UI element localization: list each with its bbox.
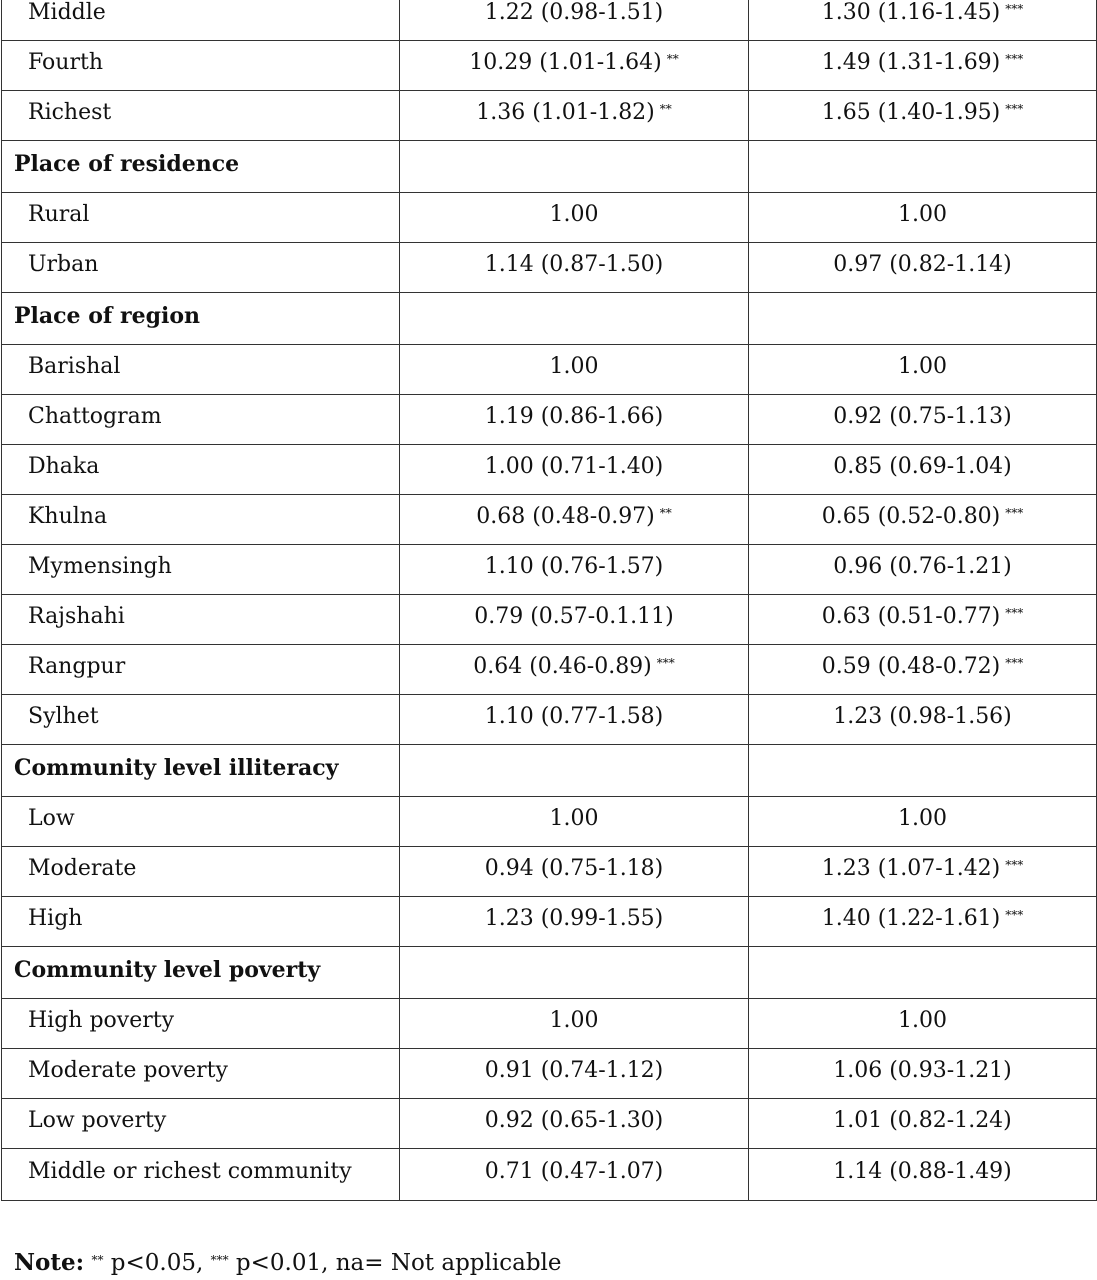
section-row: [2, 745, 1097, 797]
significance-marker: ***: [1005, 857, 1024, 872]
row-label: Fourth: [2, 41, 400, 91]
note-text-b: p<0.01, na= Not applicable: [228, 1250, 562, 1276]
value-cell-1: [400, 345, 749, 395]
row-label: Middle: [2, 0, 400, 41]
table-row: [2, 345, 1097, 395]
value-cell-1: [400, 545, 749, 595]
odds-ratio-value: 1.00 (0.71-1.40): [484, 453, 664, 479]
value-cell-2: [749, 645, 1097, 695]
odds-ratio-value: 0.96 (0.76-1.21): [833, 553, 1012, 579]
section-heading: Place of region: [2, 293, 400, 345]
value-cell-1: [400, 243, 749, 293]
table-row: [2, 395, 1097, 445]
table-row: [2, 91, 1097, 141]
odds-ratio-value: 0.59 (0.48-0.72): [821, 653, 1001, 679]
significance-marker: **: [659, 101, 672, 116]
results-table: [1, 0, 1097, 1201]
row-label: Urban: [2, 243, 400, 293]
value-cell-2: [749, 797, 1097, 847]
table-row: [2, 999, 1097, 1049]
significance-marker: ***: [1005, 505, 1024, 520]
note-label: Note:: [14, 1249, 85, 1276]
value-cell-1: [400, 847, 749, 897]
row-label: Richest: [2, 91, 400, 141]
odds-ratio-value: 1.10 (0.77-1.58): [484, 703, 664, 729]
section-row: [2, 141, 1097, 193]
row-label: Rajshahi: [2, 595, 400, 645]
row-label: Chattogram: [2, 395, 400, 445]
value-cell-1: [400, 293, 749, 345]
value-cell-2: [749, 495, 1097, 545]
value-cell-2: [749, 1049, 1097, 1099]
table-row: [2, 193, 1097, 243]
odds-ratio-value: 1.00: [898, 353, 947, 379]
row-label: High poverty: [2, 999, 400, 1049]
odds-ratio-value: 10.29 (1.01-1.64): [469, 49, 662, 75]
table-row: [2, 897, 1097, 947]
odds-ratio-value: 1.00: [898, 805, 947, 831]
odds-ratio-value: 1.40 (1.22-1.61): [821, 905, 1001, 931]
section-heading: Community level poverty: [2, 947, 400, 999]
table-row: [2, 595, 1097, 645]
value-cell-2: [749, 847, 1097, 897]
table-row: [2, 1149, 1097, 1201]
row-label: Moderate: [2, 847, 400, 897]
value-cell-2: [749, 695, 1097, 745]
results-table-body: [2, 0, 1097, 1201]
value-cell-1: [400, 395, 749, 445]
value-cell-1: [400, 745, 749, 797]
value-cell-1: [400, 1149, 749, 1201]
value-cell-2: [749, 141, 1097, 193]
value-cell-1: [400, 645, 749, 695]
value-cell-1: [400, 947, 749, 999]
odds-ratio-value: 1.00: [549, 1007, 599, 1033]
value-cell-1: [400, 91, 749, 141]
row-label: Middle or richest community: [2, 1149, 400, 1201]
value-cell-2: [749, 345, 1097, 395]
row-label: Moderate poverty: [2, 1049, 400, 1099]
odds-ratio-value: 1.22 (0.98-1.51): [484, 0, 664, 25]
odds-ratio-value: 1.14 (0.87-1.50): [484, 251, 664, 277]
odds-ratio-value: 1.14 (0.88-1.49): [833, 1158, 1012, 1184]
value-cell-1: [400, 445, 749, 495]
value-cell-2: [749, 999, 1097, 1049]
section-row: [2, 947, 1097, 999]
note-significance-a: **: [91, 1253, 104, 1267]
odds-ratio-value: 0.94 (0.75-1.18): [484, 855, 664, 881]
table-note: [14, 1249, 562, 1277]
odds-ratio-value: 0.85 (0.69-1.04): [833, 453, 1012, 479]
value-cell-1: [400, 141, 749, 193]
table-row: [2, 495, 1097, 545]
odds-ratio-value: 1.30 (1.16-1.45): [821, 0, 1001, 25]
value-cell-1: [400, 897, 749, 947]
table-row: [2, 797, 1097, 847]
section-heading: Community level illiteracy: [2, 745, 400, 797]
row-label: Rural: [2, 193, 400, 243]
odds-ratio-value: 1.00: [549, 805, 599, 831]
row-label: Low poverty: [2, 1099, 400, 1149]
significance-marker: **: [666, 51, 679, 66]
value-cell-2: [749, 595, 1097, 645]
value-cell-2: [749, 1149, 1097, 1201]
odds-ratio-value: 0.65 (0.52-0.80): [821, 503, 1001, 529]
value-cell-2: [749, 745, 1097, 797]
odds-ratio-value: 0.71 (0.47-1.07): [484, 1158, 664, 1184]
odds-ratio-value: 0.79 (0.57-0.1.11): [474, 603, 674, 629]
table-row: [2, 243, 1097, 293]
value-cell-2: [749, 897, 1097, 947]
significance-marker: ***: [1005, 1, 1024, 16]
odds-ratio-value: 1.36 (1.01-1.82): [476, 99, 655, 125]
odds-ratio-value: 0.91 (0.74-1.12): [484, 1057, 664, 1083]
note-significance-b: ***: [210, 1253, 229, 1267]
value-cell-1: [400, 1099, 749, 1149]
value-cell-1: [400, 193, 749, 243]
value-cell-1: [400, 595, 749, 645]
table-row: [2, 445, 1097, 495]
row-label: Dhaka: [2, 445, 400, 495]
row-label: Mymensingh: [2, 545, 400, 595]
significance-marker: ***: [1005, 605, 1024, 620]
significance-marker: ***: [1005, 655, 1024, 670]
table-row: [2, 695, 1097, 745]
value-cell-1: [400, 695, 749, 745]
value-cell-2: [749, 243, 1097, 293]
value-cell-2: [749, 1099, 1097, 1149]
table-row: [2, 1099, 1097, 1149]
table-row: [2, 1049, 1097, 1099]
odds-ratio-value: 1.00: [549, 201, 599, 227]
value-cell-2: [749, 947, 1097, 999]
value-cell-1: [400, 41, 749, 91]
odds-ratio-value: 1.00: [898, 201, 947, 227]
odds-ratio-value: 1.00: [549, 353, 599, 379]
value-cell-1: [400, 0, 749, 41]
row-label: Khulna: [2, 495, 400, 545]
table-row: [2, 645, 1097, 695]
section-heading: Place of residence: [2, 141, 400, 193]
value-cell-2: [749, 0, 1097, 41]
odds-ratio-value: 1.10 (0.76-1.57): [484, 553, 664, 579]
significance-marker: ***: [656, 655, 675, 670]
odds-ratio-value: 0.68 (0.48-0.97): [476, 503, 655, 529]
value-cell-2: [749, 395, 1097, 445]
significance-marker: **: [659, 505, 672, 520]
odds-ratio-value: 1.23 (0.99-1.55): [484, 905, 664, 931]
value-cell-2: [749, 193, 1097, 243]
odds-ratio-value: 0.97 (0.82-1.14): [833, 251, 1012, 277]
odds-ratio-value: 1.06 (0.93-1.21): [833, 1057, 1012, 1083]
value-cell-2: [749, 293, 1097, 345]
odds-ratio-value: 1.23 (1.07-1.42): [821, 855, 1001, 881]
table-row: [2, 41, 1097, 91]
value-cell-1: [400, 999, 749, 1049]
value-cell-1: [400, 797, 749, 847]
note-text-a: p<0.05,: [103, 1250, 211, 1276]
odds-ratio-value: 1.01 (0.82-1.24): [833, 1107, 1012, 1133]
significance-marker: ***: [1005, 907, 1024, 922]
odds-ratio-value: 0.64 (0.46-0.89): [473, 653, 652, 679]
table-row: [2, 0, 1097, 41]
odds-ratio-value: 1.23 (0.98-1.56): [833, 703, 1012, 729]
row-label: Rangpur: [2, 645, 400, 695]
table-row: [2, 847, 1097, 897]
value-cell-1: [400, 495, 749, 545]
section-row: [2, 293, 1097, 345]
significance-marker: ***: [1005, 51, 1024, 66]
row-label: Low: [2, 797, 400, 847]
odds-ratio-value: 0.92 (0.75-1.13): [833, 403, 1012, 429]
row-label: Sylhet: [2, 695, 400, 745]
odds-ratio-value: 0.92 (0.65-1.30): [484, 1107, 664, 1133]
row-label: High: [2, 897, 400, 947]
value-cell-1: [400, 1049, 749, 1099]
odds-ratio-value: 1.19 (0.86-1.66): [484, 403, 664, 429]
value-cell-2: [749, 41, 1097, 91]
odds-ratio-value: 0.63 (0.51-0.77): [821, 603, 1001, 629]
value-cell-2: [749, 445, 1097, 495]
value-cell-2: [749, 91, 1097, 141]
significance-marker: ***: [1005, 101, 1024, 116]
value-cell-2: [749, 545, 1097, 595]
row-label: Barishal: [2, 345, 400, 395]
odds-ratio-value: 1.65 (1.40-1.95): [821, 99, 1001, 125]
odds-ratio-value: 1.00: [898, 1007, 947, 1033]
odds-ratio-value: 1.49 (1.31-1.69): [821, 49, 1001, 75]
table-row: [2, 545, 1097, 595]
